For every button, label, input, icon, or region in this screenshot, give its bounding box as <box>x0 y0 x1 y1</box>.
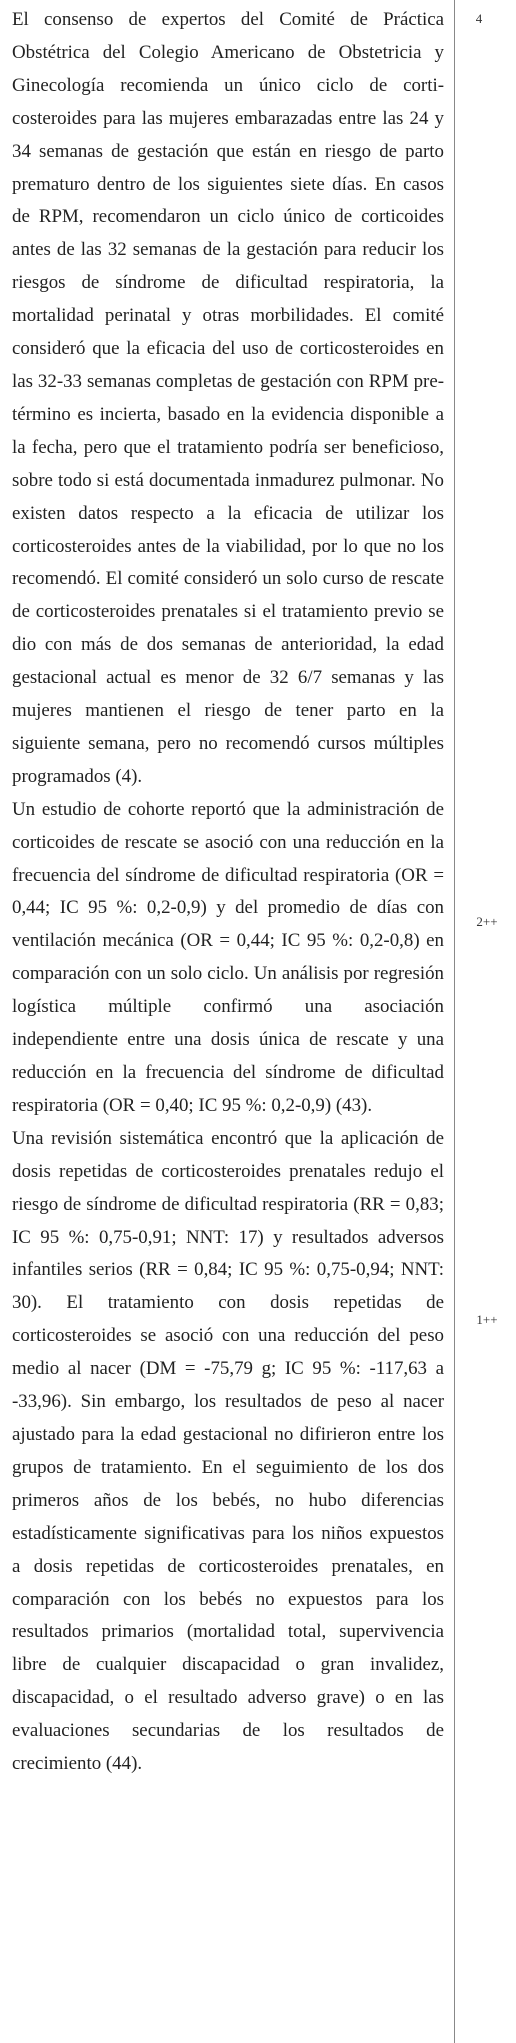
paragraph-systematic-review: Una revisión sistemática encontró que la aplicación de dosis repetidas de corticosteroides prenatales redujo el riesgo de síndrome de dificultad respiratoria (RR = 0,83; IC 95 %: 0,75-0,91; NNT: 17) y resultados adversos infantiles serios (RR = 0,84; IC 95 %: 0,75-0,94; NNT: 30). El tratamiento con dosis repetidas de corticosteroides se asoció con una reducción del peso medio al nacer (DM = -75,79 g; IC 95 %: -117,63 a -33,96). Sin embargo, los resultados de peso al nacer ajustado para la edad gestacional no difirieron entre los grupos de tratamiento. En el seguimiento de los dos primeros años de los bebés, no hubo diferencias estadísticamente significativas para los niños expuestos a dosis repetidas de corticosteroides prenatales, en comparación con los bebés no expuestos para los resultados primarios (mortalidad total, supervivencia libre de cualquier discapacidad o gran invalidez, discapacidad, o el resultado adverso grave) o en las evaluaciones secundarias de los resultados de crecimiento (44). <box>12 1127 444 1775</box>
evidence-level-label: 4 <box>475 11 483 26</box>
paragraph-consensus: El consenso de expertos del Comité de Práctica Obstétrica del Colegio Americano de Obstetricia y Ginecología recomienda un único ciclo de corticosteroides para las mujeres embarazadas entre las 24 y 34 semanas de gestación que están en riesgo de parto prematuro dentro de los siguientes siete días. En casos de RPM, recomendaron un ciclo único de corticoides antes de las 32 semanas de la gestación para reducir los riesgos de síndrome de dificultad respiratoria, la mortalidad perinatal y otras morbilidades. El comité consideró que la eficacia del uso de corticosteroides en las 32-33 semanas completas de gestación con RPM pretérmino es incierta, basado en la evidencia disponible a la fecha, pero que el tratamiento podría ser beneficioso, sobre todo si está documentada inmadurez pulmonar. No existen datos respecto a la eficacia de utilizar los corticosteroides antes de la viabilidad, por lo que no los recomendó. El comité consideró un solo curso de rescate de corticosteroides prenatales si el tratamiento previo se dio con más de dos semanas de anterioridad, la edad gestacional actual es menor de 32 6/7 semanas y las mujeres mantienen el riesgo de tener parto en la siguiente semana, pero no recomendó cursos múltiples programados (4). <box>12 9 444 787</box>
column-divider <box>454 0 455 2043</box>
evidence-level-label: 2++ <box>476 914 498 929</box>
evidence-level-label: 1++ <box>476 1312 498 1327</box>
document-body <box>12 4 444 1781</box>
paragraph-cohort-study: Un estudio de cohorte reportó que la administración de corticoides de rescate se asoció con una reducción en la frecuencia del síndrome de dificultad respiratoria (OR = 0,44; IC 95 %: 0,2-0,9) y del promedio de días con ventilación mecánica (OR = 0,44; IC 95 %: 0,2-0,8) en comparación con un solo ciclo. Un análisis por regresión logística múltiple confirmó una asociación independiente entre una dosis única de rescate y una reducción en la frecuencia del síndrome de dificultad respiratoria (OR = 0,40; IC 95 %: 0,2-0,9) (43). <box>12 798 444 1116</box>
